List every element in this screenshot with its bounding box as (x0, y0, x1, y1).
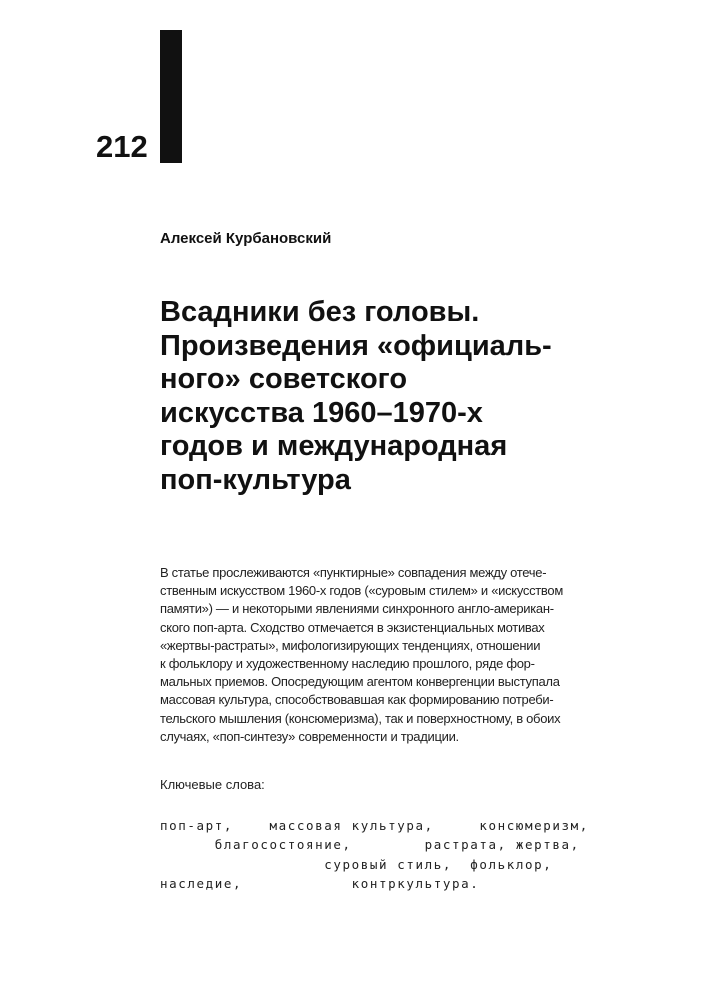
keywords-line: наследие, контркультура. (160, 876, 480, 892)
keywords-label: Ключевые слова: (160, 777, 265, 792)
abstract-line: случаях, «поп-синтезу» современности и традиции. (160, 728, 459, 744)
author-name: Алексей Курбановский (160, 230, 332, 247)
keywords-line: суровый стиль, фольклор, (160, 856, 553, 872)
abstract-line: «жертвы-растраты», мифологизирующих тенденциях, отношении (160, 637, 541, 653)
keywords-line: поп-арт, массовая культура, консюмеризм, (160, 818, 589, 833)
keywords-line: благосостояние, растрата, жертва, (160, 837, 580, 853)
abstract-line: ственным искусством 1960-х годов («суровым стилем» и «искусством (160, 583, 563, 599)
abstract-line: В статье прослеживаются «пунктирные» совпадения между отече- (160, 565, 547, 580)
abstract-line: ского поп-арта. Сходство отмечается в экзистенциальных мотивах (160, 619, 545, 635)
decorative-black-bar (160, 30, 182, 163)
title-line: Произведения «официаль- (160, 329, 552, 362)
abstract-line: тельского мышления (консюмеризма), так и поверхностному, в обоих (160, 710, 561, 726)
title-line: Всадники без головы. (160, 296, 480, 328)
title-line: поп-культура (160, 463, 351, 496)
article-title (160, 296, 660, 497)
title-line: искусства 1960–1970-х (160, 396, 483, 429)
abstract-line: массовая культура, способствовавшая как формированию потреби- (160, 692, 554, 708)
abstract-paragraph (160, 564, 650, 746)
keywords-list (160, 816, 630, 894)
abstract-line: мальных приемов. Опосредующим агентом конвергенции выступала (160, 674, 560, 690)
page-number: 212 (96, 129, 148, 164)
title-line: годов и международная (160, 430, 508, 462)
abstract-line: к фольклору и художественному наследию прошлого, ряде фор- (160, 656, 535, 672)
abstract-line: памяти») — и некоторыми явлениями синхронного англо-американ- (160, 601, 554, 617)
title-line: ного» советского (160, 363, 408, 395)
